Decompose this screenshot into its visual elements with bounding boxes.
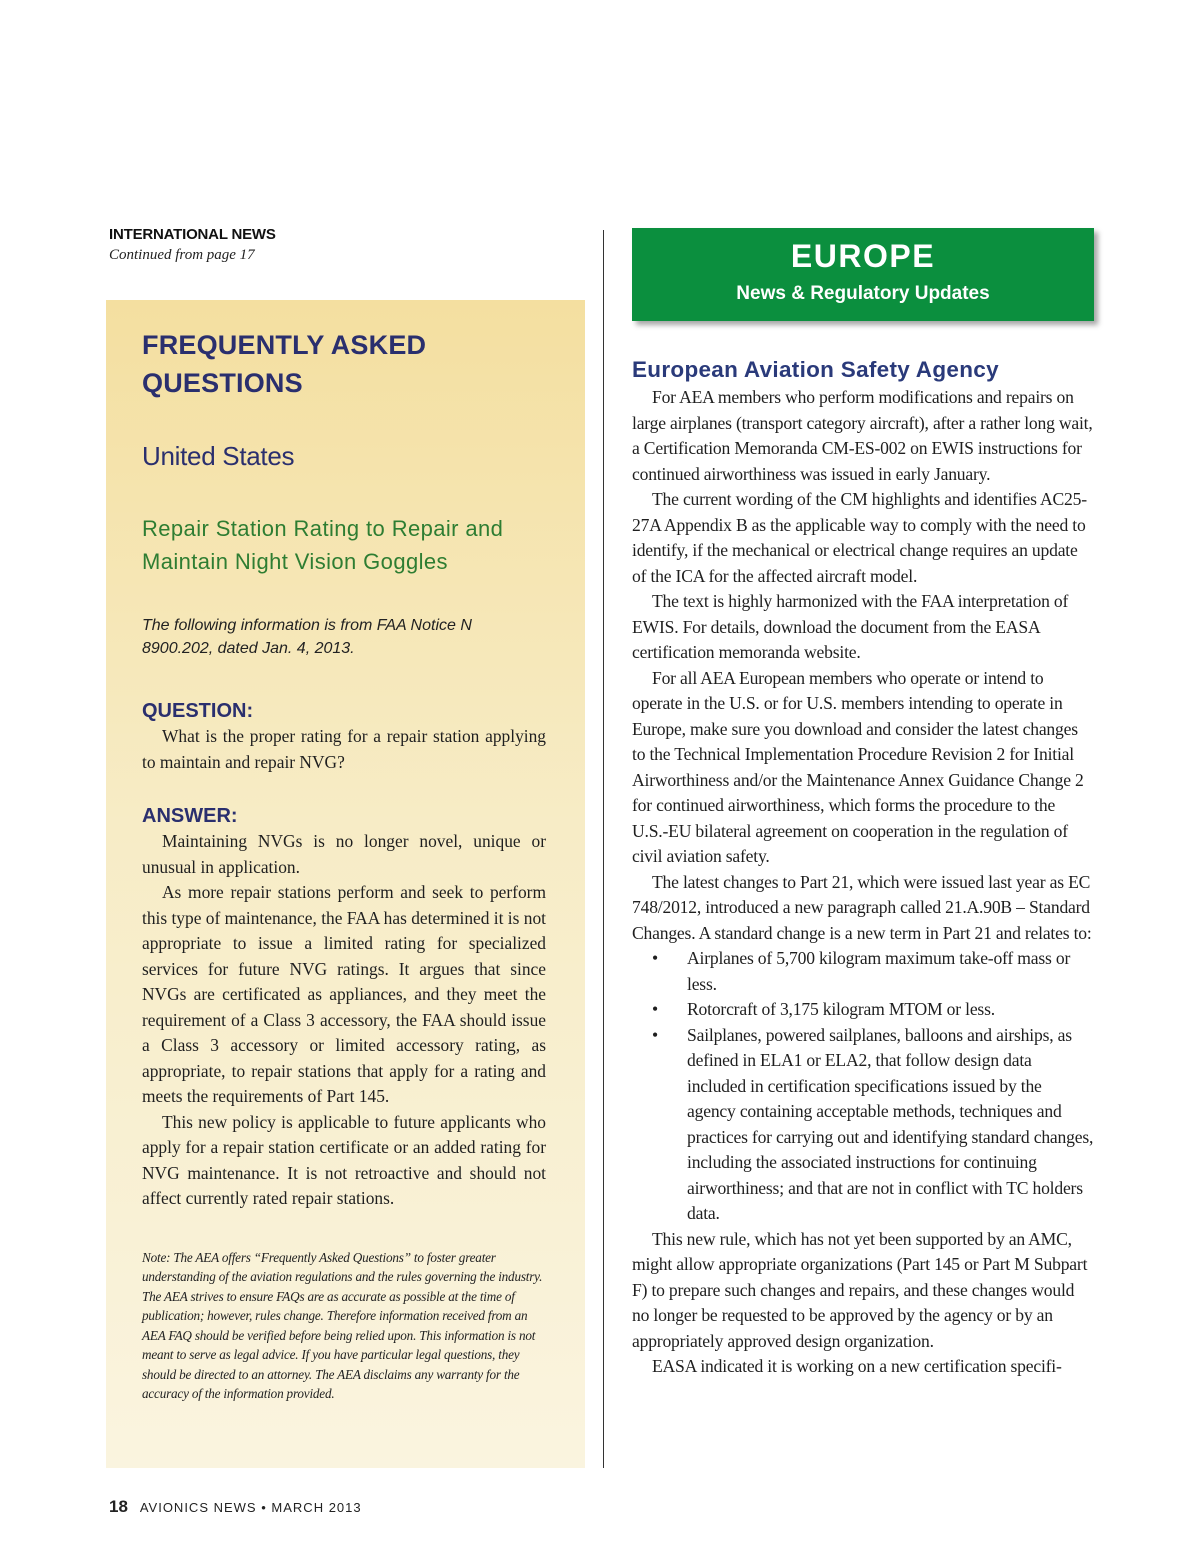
publication-name: AVIONICS NEWS <box>139 1500 257 1515</box>
list-item-text: Sailplanes, powered sailplanes, balloons and airships, as defined in ELA1 or ELA2, that follow design data included in certification specifications issued by the agency containing acceptable methods, techniques and practices for carrying out and identifying standard changes, including the associated instructions for continuing airworthiness; and that are not in conflict with TC holders data. <box>687 1024 1094 1223</box>
list-item <box>632 997 1094 1023</box>
article-title: European Aviation Safety Agency <box>632 357 999 382</box>
page-number: 18 <box>109 1497 128 1516</box>
issue-date: MARCH 2013 <box>271 1500 362 1515</box>
bullet-icon: • <box>652 1024 658 1045</box>
europe-banner-title: EUROPE <box>790 238 936 274</box>
answer-paragraph: As more repair stations perform and seek to perform this type of maintenance, the FAA has determined it is not appropriate to issue a limited rating for specialized services for future NVG ratings. It argues that since NVGs are certificated as appliances, and they meet the requirement of a Class 3 accessory, the FAA should issue a Class 3 accessory or limited accessory rating, as appropriate, to repair stations that apply for a rating and meets the requirements of Part 145. <box>142 882 546 1106</box>
page-footer <box>109 1497 362 1517</box>
article-paragraph: The current wording of the CM highlights and identifies AC25-27A Appendix B as the applicable way to comply with the need to identify, if the mechanical or electrical change requires an update of the ICA for the affected aircraft model. <box>632 489 1087 586</box>
faq-box <box>106 300 585 1468</box>
article-paragraph: This new rule, which has not yet been supported by an AMC, might allow appropriate organizations (Part 145 or Part M Subpart F) to prepare such changes and repairs, and these changes would no longer be requested to be approved by the agency or by an appropriately approved design organization. <box>632 1228 1088 1351</box>
faq-topic-line1: Repair Station Rating to Repair and <box>142 516 504 541</box>
faq-topic-line2: Maintain Night Vision Goggles <box>142 549 448 574</box>
list-item <box>632 946 1094 997</box>
question-heading: QUESTION: <box>142 700 254 722</box>
column-divider <box>603 230 604 1468</box>
article-paragraph: EASA indicated it is working on a new certification specifi- <box>652 1356 1062 1376</box>
faq-topic <box>142 512 546 578</box>
footer-separator: • <box>261 1500 267 1515</box>
list-item <box>632 1023 1094 1227</box>
bullet-icon: • <box>652 948 658 968</box>
article-paragraph: The text is highly harmonized with the FAA interpretation of EWIS. For details, download the document from the EASA certification memoranda website. <box>632 591 1069 662</box>
section-label: INTERNATIONAL NEWS <box>109 226 276 243</box>
article-paragraph: For all AEA European members who operate or intend to operate in the U.S. or for U.S. members intending to operate in Europe, make sure you download and consider the latest changes to the Technical Implementation Procedure Revision 2 for Initial Airworthiness and/or the Maintenance Annex Guidance Change 2 for continued airworthiness, which forms the procedure to the U.S.-EU bilateral agreement on cooperation in the regulation of civil aviation safety. <box>632 667 1084 866</box>
faq-title-line1: FREQUENTLY ASKED <box>142 330 427 360</box>
faq-region: United States <box>142 441 295 471</box>
bullet-icon: • <box>652 999 658 1019</box>
faq-content <box>142 326 546 1404</box>
question-text: What is the proper rating for a repair station applying to maintain and repair NVG? <box>142 726 546 772</box>
faq-disclaimer-note: Note: The AEA offers “Frequently Asked Questions” to foster greater understanding of the aviation regulations and the rules governing the industry. The AEA strives to ensure FAQs are as accurate as possible at the time of publication; however, rules change. Therefore information received from an AEA FAQ should be verified before being relied upon. This information is not meant to serve as legal advice. If you have particular legal questions, they should be directed to an attorney. The AEA disclaims any warranty for the accuracy of the information provided. <box>142 1249 543 1401</box>
standard-change-list <box>632 946 1094 1227</box>
faq-title <box>142 326 546 402</box>
continued-note: Continued from page 17 <box>109 247 255 263</box>
faq-source: The following information is from FAA Notice N 8900.202, dated Jan. 4, 2013. <box>142 617 472 657</box>
article-paragraph: The latest changes to Part 21, which were issued last year as EC 748/2012, introduced a new paragraph called 21.A.90B – Standard Changes. A standard change is a new term in Part 21 and relates to: <box>632 871 1092 943</box>
answer-paragraph: Maintaining NVGs is no longer novel, unique or unusual in application. <box>142 831 546 877</box>
europe-banner-subtitle: News & Regulatory Updates <box>736 283 990 304</box>
faq-title-line2: QUESTIONS <box>142 368 303 398</box>
easa-article <box>632 355 1094 1380</box>
answer-paragraph: This new policy is applicable to future applicants who apply for a repair station certificate or an added rating for NVG maintenance. It is not retroactive and should not affect currently rated repair stations. <box>142 1111 546 1208</box>
article-paragraph: For AEA members who perform modifications and repairs on large airplanes (transport category aircraft), after a rather long wait, a Certification Memoranda CM-ES-002 on EWIS instructions for continued airworthiness was issued in early January. <box>632 387 1093 484</box>
europe-banner <box>632 228 1094 321</box>
list-item-text: Rotorcraft of 3,175 kilogram MTOM or less. <box>687 999 995 1019</box>
list-item-text: Airplanes of 5,700 kilogram maximum take-off mass or less. <box>687 948 1071 994</box>
answer-heading: ANSWER: <box>142 805 238 827</box>
